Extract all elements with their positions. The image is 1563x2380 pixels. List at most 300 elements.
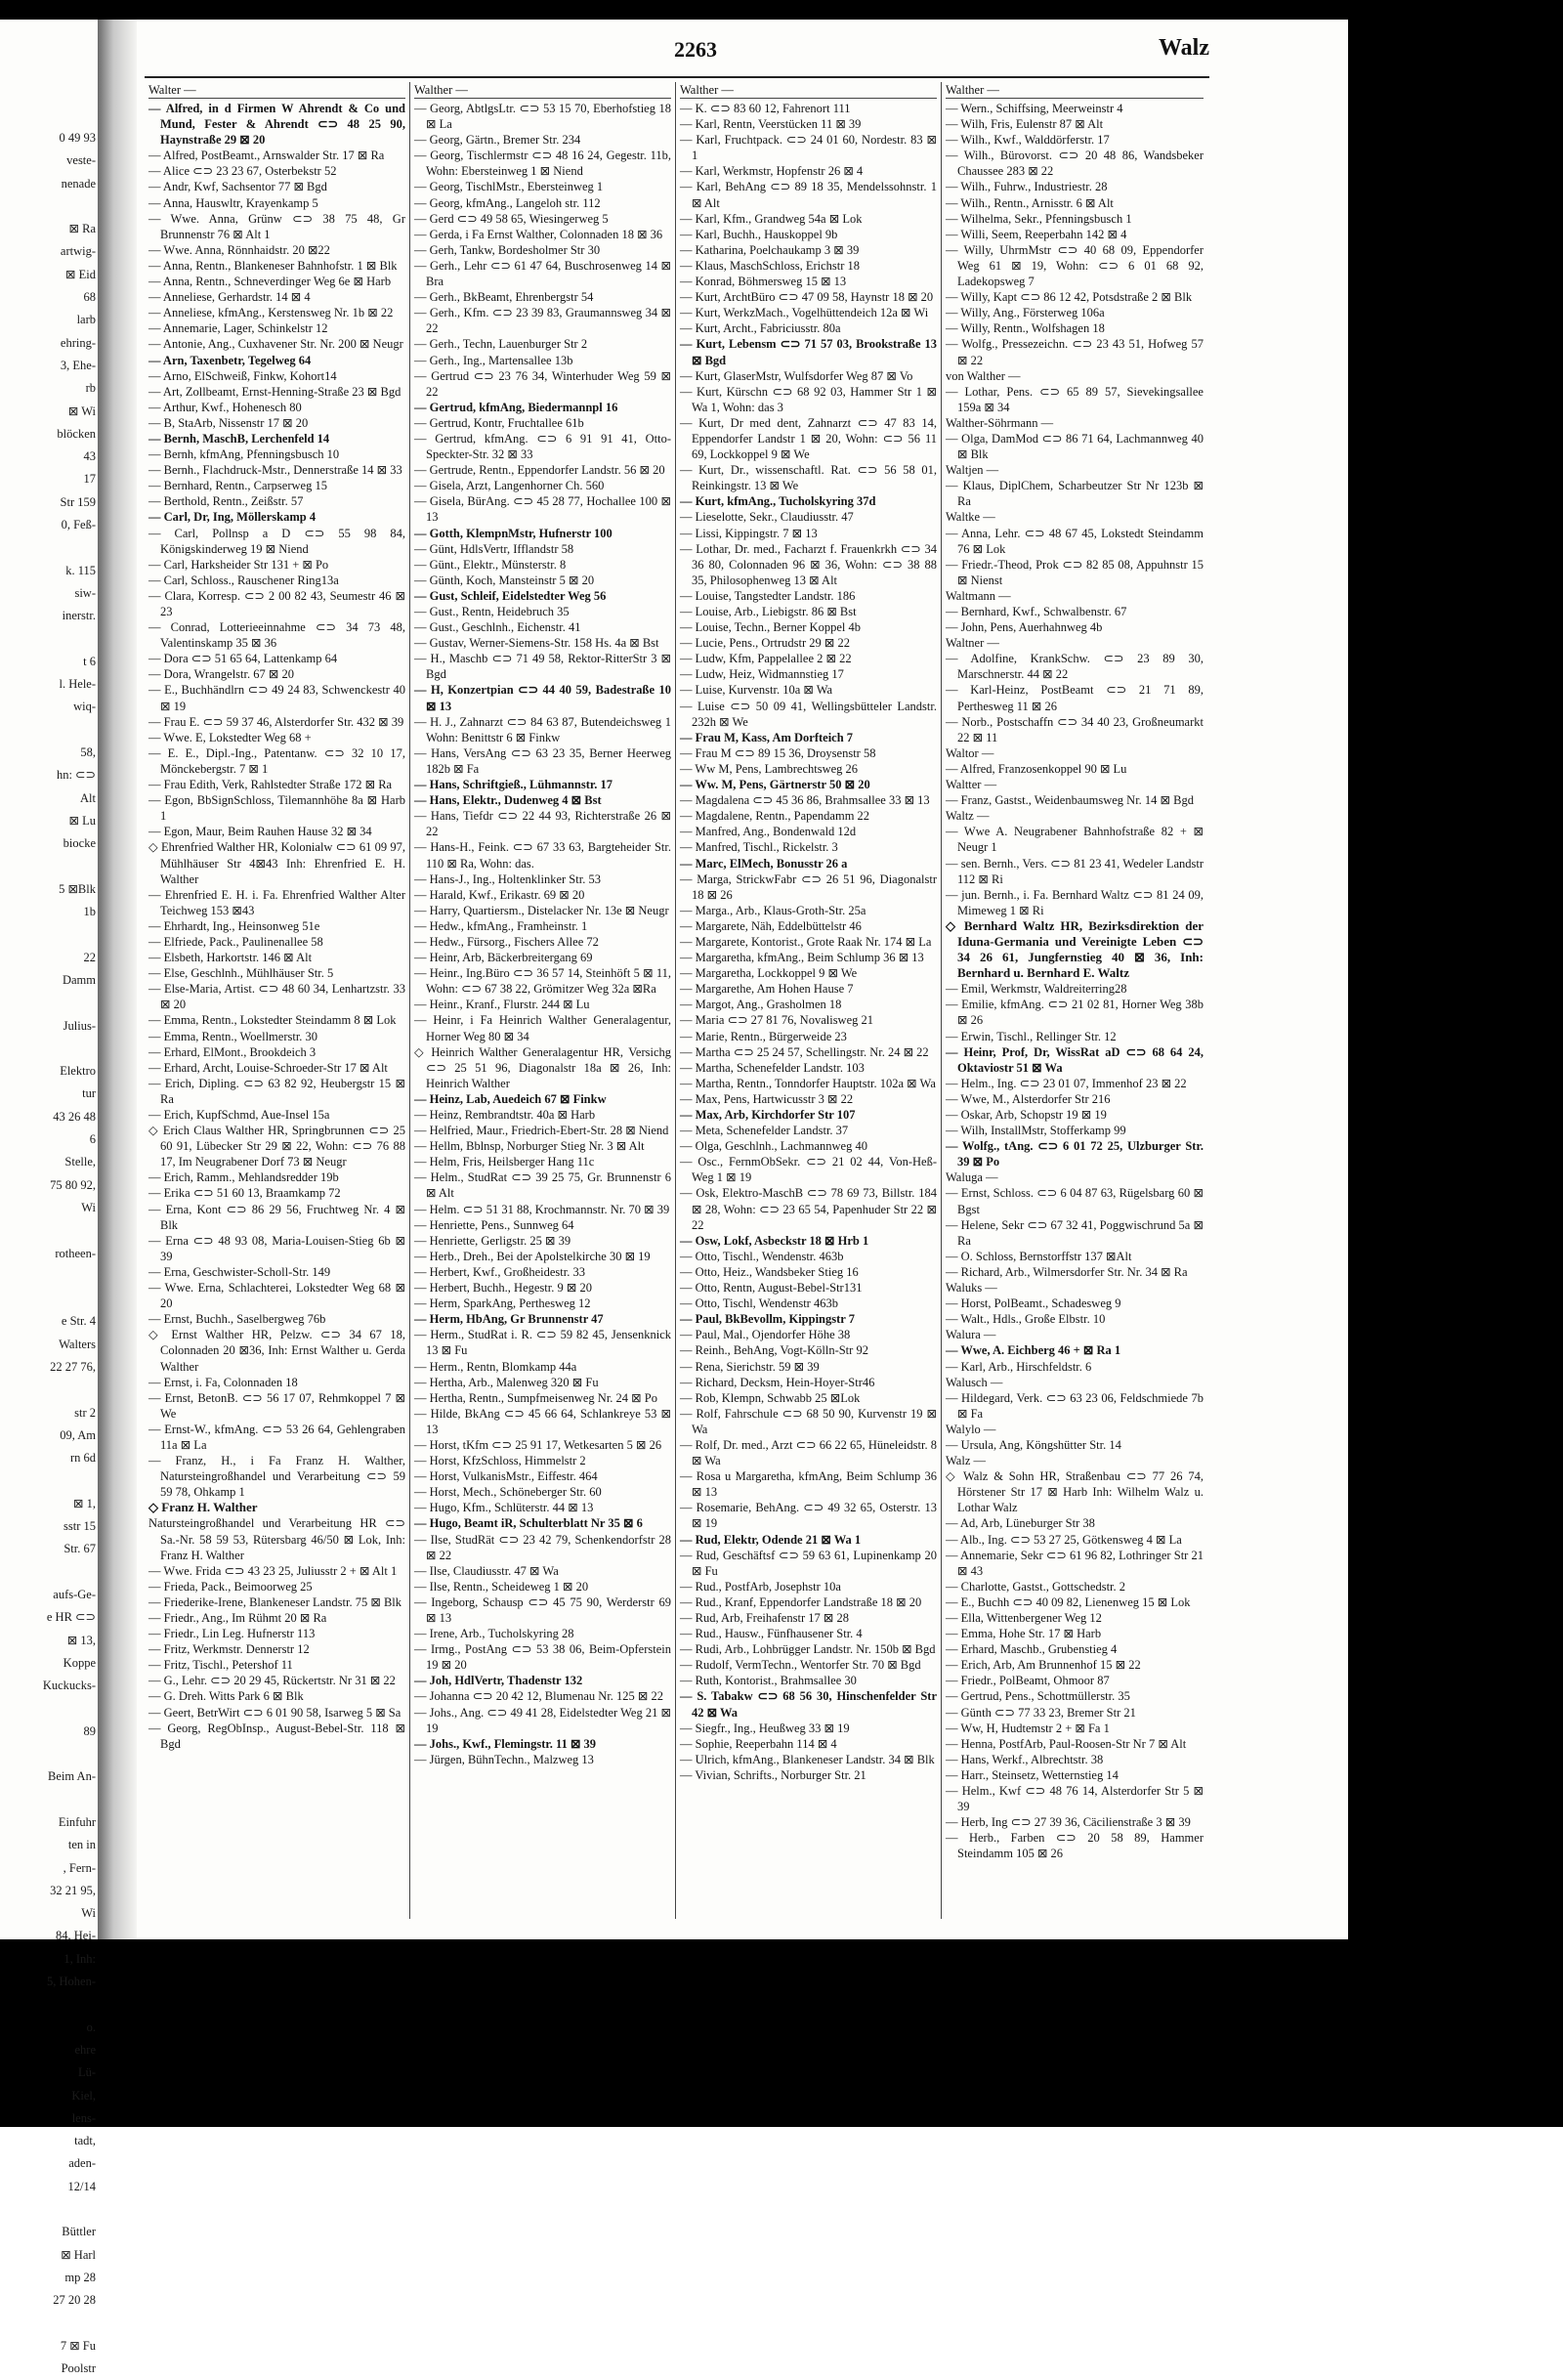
directory-entry: — Herbert, Buchh., Hegestr. 9 ⊠ 20 bbox=[414, 1281, 592, 1296]
directory-entry: — Rud., Kranf, Eppendorfer Landstraße 18 ⊠ 20 bbox=[680, 1594, 922, 1609]
prev-page-fragment: 58, bbox=[80, 745, 96, 760]
directory-entry: — Magdalena ⊂⊃ 45 36 86, Brahmsallee 33 ⊠ 13 bbox=[680, 793, 930, 808]
directory-entry: — Lothar, Dr. med., Facharzt f. Frauenkrkh ⊂⊃ 34 36 80, Colonnaden 96 ⊠ 36, Wohn: ⊂⊃ 38 88 35, Philosophenweg 13 ⊠ Alt bbox=[680, 541, 937, 587]
directory-entry: — Hellm, Bblnsp, Norburger Stieg Nr. 3 ⊠ Alt bbox=[414, 1139, 645, 1154]
directory-entry: — Fritz, Tischl., Petershof 11 bbox=[148, 1658, 293, 1673]
prev-page-fragment: ⊠ Ra bbox=[68, 222, 96, 236]
directory-entry: von Walther — bbox=[946, 368, 1021, 383]
directory-entry: — Arno, ElSchweiß, Finkw, Kohort14 bbox=[148, 368, 337, 383]
directory-entry: — Lucie, Pens., Ortrudstr 29 ⊠ 22 bbox=[680, 636, 850, 651]
directory-entry: Waltmann — bbox=[946, 588, 1011, 603]
scan-border-right bbox=[1348, 0, 1563, 2127]
directory-column bbox=[676, 82, 942, 1919]
directory-entry: — E., Buchhändlrn ⊂⊃ 49 24 83, Schwenckestr 40 ⊠ 19 bbox=[148, 683, 405, 713]
directory-column bbox=[410, 82, 676, 1919]
directory-entry: — Art, Zollbeamt, Ernst-Henning-Straße 23 ⊠ Bgd bbox=[148, 384, 401, 399]
directory-entry: — Harald, Kwf., Erikastr. 69 ⊠ 20 bbox=[414, 887, 585, 902]
prev-page-fragment: Wi bbox=[81, 1906, 96, 1921]
directory-entry: — Rud., Hausw., Fünfhausener Str. 4 bbox=[680, 1627, 863, 1641]
directory-entry: — Frau M, Kass, Am Dorfteich 7 bbox=[680, 730, 854, 744]
directory-entry: — Olga, DamMod ⊂⊃ 86 71 64, Lachmannweg 40 ⊠ Blk bbox=[946, 431, 1204, 462]
directory-entry: — Anneliese, Gerhardstr. 14 ⊠ 4 bbox=[148, 290, 311, 305]
prev-page-fragment: Beim An- bbox=[48, 1769, 96, 1784]
prev-page-fragment: e HR ⊂⊃ bbox=[46, 1610, 96, 1625]
directory-entry: — Reinh., BehAng, Vogt-Kölln-Str 92 bbox=[680, 1343, 868, 1358]
prev-page-fragment: Einfuhr bbox=[58, 1814, 96, 1829]
directory-entry: — Bernhard, Rentn., Carpserweg 15 bbox=[148, 479, 327, 493]
prev-page-fragment: ⊠ Lu bbox=[68, 813, 96, 828]
directory-entry: — Emilie, kfmAng. ⊂⊃ 21 02 81, Horner Weg 38b ⊠ 26 bbox=[946, 998, 1204, 1028]
directory-entry: — Emma, Rentn., Lokstedter Steindamm 8 ⊠ Lok bbox=[148, 1013, 397, 1028]
directory-entry: — Elsbeth, Harkortstr. 146 ⊠ Alt bbox=[148, 951, 313, 965]
prev-page-fragment: 0 49 93 bbox=[59, 131, 96, 145]
directory-entry: — Frau M ⊂⊃ 89 15 36, Droysenstr 58 bbox=[680, 745, 876, 760]
directory-entry: — Carl, Dr, Ing, Möllerskamp 4 bbox=[148, 510, 317, 525]
prev-page-fragment bbox=[0, 628, 98, 651]
directory-entry: — Anna, Rentn., Schneverdinger Weg 6e ⊠ Harb bbox=[148, 275, 392, 289]
prev-page-fragment: ⊠ 1, bbox=[73, 1496, 96, 1510]
directory-entry: — Margarete, Kontorist., Grote Raak Nr. 174 ⊠ La bbox=[680, 934, 932, 949]
directory-entry: — Sophie, Reeperbahn 114 ⊠ 4 bbox=[680, 1736, 837, 1751]
directory-column bbox=[145, 82, 410, 1919]
directory-entry: — sen. Bernh., Vers. ⊂⊃ 81 23 41, Wedeler Landstr 112 ⊠ Ri bbox=[946, 856, 1204, 886]
directory-entry: — Gertrud, kfmAng. ⊂⊃ 6 91 91 41, Otto-Speckter-Str. 32 ⊠ 33 bbox=[414, 431, 671, 462]
directory-entry: — Norb., Postschaffn ⊂⊃ 34 40 23, Großneumarkt 22 ⊠ 11 bbox=[946, 714, 1204, 744]
prev-page-fragment: wiq- bbox=[73, 700, 96, 714]
directory-entry: — Annemarie, Sekr ⊂⊃ 61 96 82, Lothringer Str 21 ⊠ 43 bbox=[946, 1548, 1204, 1578]
directory-entry: — Erika ⊂⊃ 51 60 13, Braamkamp 72 bbox=[148, 1186, 341, 1201]
directory-entry: — Paul, BkBevollm, Kippingstr 7 bbox=[680, 1312, 855, 1327]
directory-entry: — Rolf, Fahrschule ⊂⊃ 68 50 90, Kurvenstr 19 ⊠ Wa bbox=[680, 1406, 937, 1436]
directory-entry: — Wwe, M., Alsterdorfer Str 216 bbox=[946, 1091, 1111, 1106]
prev-page-fragment: 1b bbox=[83, 905, 96, 919]
directory-entry: — Ww M, Pens, Lambrechtsweg 26 bbox=[680, 761, 859, 776]
directory-entry: — Emma, Hohe Str. 17 ⊠ Harb bbox=[946, 1627, 1102, 1641]
directory-entry: — Karl, Rentn, Veerstücken 11 ⊠ 39 bbox=[680, 117, 862, 132]
prev-page-fragment: o. bbox=[86, 2019, 96, 2034]
prev-page-fragment: larb bbox=[76, 313, 96, 327]
prev-page-fragment: siw- bbox=[74, 585, 96, 600]
directory-entry: — Anna, Hauswltr, Krayenkamp 5 bbox=[148, 195, 318, 210]
directory-entry: — Egon, BbSignSchloss, Tilemannhöhe 8a ⊠ Harb 1 bbox=[148, 793, 405, 824]
directory-entry: — Gertrud, kfmAng, Biedermannpl 16 bbox=[414, 400, 618, 414]
directory-entry: — Else, Geschlnh., Mühlhäuser Str. 5 bbox=[148, 966, 334, 981]
firm-entry: ◇ Franz H. Walther bbox=[148, 1500, 258, 1515]
directory-entry: — Erna, Geschwister-Scholl-Str. 149 bbox=[148, 1264, 331, 1279]
directory-entry: — Wilh., Kwf., Walddörferstr. 17 bbox=[946, 133, 1110, 148]
directory-entry: Waltner — bbox=[946, 636, 999, 651]
prev-page-fragment bbox=[0, 2313, 98, 2335]
directory-entry: — Anneliese, kfmAng., Kerstensweg Nr. 1b ⊠ 22 bbox=[148, 306, 394, 320]
directory-entry: — Gertrud, Kontr, Fruchtallee 61b bbox=[414, 415, 584, 430]
directory-entry: — Ilse, StudRät ⊂⊃ 23 42 79, Schenkendorfstr 28 ⊠ 22 bbox=[414, 1532, 671, 1562]
directory-entry: — Ulrich, kfmAng., Blankeneser Landstr. 34 ⊠ Blk bbox=[680, 1752, 935, 1766]
directory-entry: — Hans, Tiefdr ⊂⊃ 22 44 93, Richterstraße 26 ⊠ 22 bbox=[414, 809, 671, 839]
directory-entry: — Gertrud, Pens., Schottmüllerstr. 35 bbox=[946, 1689, 1130, 1704]
directory-entry: — E. E., Dipl.-Ing., Patentanw. ⊂⊃ 32 10 17, Mönckebergstr. 7 ⊠ 1 bbox=[148, 745, 405, 776]
directory-entry: — Erich, KupfSchmd, Aue-Insel 15a bbox=[148, 1108, 330, 1122]
directory-entry: — Erwin, Tischl., Rellinger Str. 12 bbox=[946, 1029, 1117, 1043]
prev-page-fragment: aufs-Ge- bbox=[53, 1588, 96, 1601]
directory-entry: — Olga, Geschlnh., Lachmannweg 40 bbox=[680, 1139, 867, 1154]
directory-entry: — Manfred, Tischl., Rickelstr. 3 bbox=[680, 840, 838, 855]
directory-entry: — Otto, Tischl., Wendenstr. 463b bbox=[680, 1249, 844, 1263]
prev-page-fragment bbox=[0, 2198, 98, 2221]
directory-entry: — K. ⊂⊃ 83 60 12, Fahrenort 111 bbox=[680, 102, 851, 115]
prev-page-fragment: 5, Hohen- bbox=[47, 1975, 96, 1989]
directory-entry: — Heinr, Arb, Bäckerbreitergang 69 bbox=[414, 951, 593, 965]
prev-page-fragment: blöcken bbox=[57, 426, 96, 441]
directory-entry: — Dora, Wrangelstr. 67 ⊠ 20 bbox=[148, 667, 294, 682]
directory-entry: — Rud, Geschäftsf ⊂⊃ 59 63 61, Lupinenkamp 20 ⊠ Fu bbox=[680, 1548, 937, 1578]
directory-entry: — Gustav, Werner-Siemens-Str. 158 Hs. 4a ⊠ Bst bbox=[414, 636, 659, 651]
prev-page-fragment: inerstr. bbox=[62, 609, 96, 623]
directory-entry: — Siegfr., Ing., Heußweg 33 ⊠ 19 bbox=[680, 1721, 850, 1735]
directory-entry: — Ww. M, Pens, Gärtnerstr 50 ⊠ 20 bbox=[680, 778, 870, 792]
directory-entry: — Konrad, Böhmersweg 15 ⊠ 13 bbox=[680, 275, 847, 289]
directory-entry: — Horst, tKfm ⊂⊃ 25 91 17, Wetkesarten 5 ⊠ 26 bbox=[414, 1437, 662, 1452]
prev-page-fragment: 3, Ehe- bbox=[60, 358, 96, 372]
directory-entry: — Ad, Arb, Lüneburger Str 38 bbox=[946, 1516, 1095, 1531]
directory-entry: — Gerh, Tankw, Bordesholmer Str 30 bbox=[414, 242, 601, 257]
directory-entry: — Louise, Arb., Liebigstr. 86 ⊠ Bst bbox=[680, 605, 857, 618]
directory-entry: — Margarete, Näh, Eddelbüttelstr 46 bbox=[680, 918, 862, 933]
directory-entry: — Charlotte, Gastst., Gottschedstr. 2 bbox=[946, 1579, 1126, 1594]
directory-entry: — Herm., Rentn, Blomkamp 44a bbox=[414, 1359, 577, 1374]
directory-entry: — Martha, Rentn., Tonndorfer Hauptstr. 102a ⊠ Wa bbox=[680, 1076, 936, 1090]
directory-entry: — Willy, UhrmMstr ⊂⊃ 40 68 09, Eppendorfer Weg 61 ⊠ 19, Wohn: ⊂⊃ 6 01 68 92, Ladekopsweg 7 bbox=[946, 242, 1204, 289]
directory-entry: — Henriette, Pens., Sunnweg 64 bbox=[414, 1217, 574, 1232]
directory-entry: Walusch — bbox=[946, 1375, 1003, 1389]
prev-page-fragment: Str. 67 bbox=[63, 1542, 96, 1556]
directory-entry: — Günt., Elektr., Münsterstr. 8 bbox=[414, 557, 567, 572]
prev-page-fragment: str 2 bbox=[74, 1405, 96, 1420]
previous-page-edge bbox=[0, 127, 98, 2376]
directory-entry: — Friedr.-Theod, Prok ⊂⊃ 82 85 08, Appuhnstr 15 ⊠ Nienst bbox=[946, 557, 1204, 587]
directory-entry: — Ingeborg, Schausp ⊂⊃ 45 75 90, Werderstr 69 ⊠ 13 bbox=[414, 1594, 671, 1625]
directory-entry: — Emma, Rentn., Woellmerstr. 30 bbox=[148, 1029, 318, 1043]
directory-entry: — Ernst, i. Fa, Colonnaden 18 bbox=[148, 1375, 298, 1389]
prev-page-fragment: Kiel, bbox=[71, 2088, 96, 2103]
directory-entry: — Heinr, i Fa Heinrich Walther Generalagentur, Horner Weg 80 ⊠ 34 bbox=[414, 1013, 671, 1043]
directory-entry: — Else-Maria, Artist. ⊂⊃ 48 60 34, Lenhartzstr. 33 ⊠ 20 bbox=[148, 982, 405, 1012]
directory-entry: — Otto, Tischl, Wendenstr 463b bbox=[680, 1296, 838, 1311]
prev-page-fragment bbox=[0, 1993, 98, 2016]
prev-page-fragment bbox=[0, 1265, 98, 1288]
directory-entry: — Vivian, Schrifts., Norburger Str. 21 bbox=[680, 1767, 866, 1782]
directory-entry: — Wwe. Anna, Grünw ⊂⊃ 38 75 48, Gr Brunnenstr 76 ⊠ Alt 1 bbox=[148, 211, 405, 241]
prev-page-fragment bbox=[0, 923, 98, 946]
directory-entry: — Antonie, Ang., Cuxhavener Str. Nr. 200 ⊠ Neugr bbox=[148, 337, 403, 352]
directory-entry: — Friedr., PolBeamt, Ohmoor 87 bbox=[946, 1674, 1110, 1688]
prev-page-fragment: Elektro bbox=[60, 1064, 96, 1079]
running-head: Walz bbox=[1159, 35, 1209, 61]
directory-entry: — Johanna ⊂⊃ 20 42 12, Blumenau Nr. 125 ⊠ 22 bbox=[414, 1689, 664, 1704]
prev-page-fragment: 6 bbox=[89, 1132, 96, 1147]
directory-entry: — Jürgen, BühnTechn., Malzweg 13 bbox=[414, 1752, 594, 1766]
directory-entry: — Alb., Ing. ⊂⊃ 53 27 25, Götkensweg 4 ⊠ La bbox=[946, 1532, 1182, 1547]
prev-page-fragment: Koppe bbox=[63, 1655, 96, 1670]
directory-entry: — Wilhelma, Sekr., Pfenningsbusch 1 bbox=[946, 211, 1132, 226]
directory-entry: — Martha ⊂⊃ 25 24 57, Schellingstr. Nr. 24 ⊠ 22 bbox=[680, 1044, 929, 1059]
directory-entry: — Walt., Hdls., Große Elbstr. 10 bbox=[946, 1312, 1106, 1327]
prev-page-fragment: Büttler bbox=[62, 2225, 96, 2239]
prev-page-fragment: artwig- bbox=[60, 244, 96, 259]
prev-page-fragment: sstr 15 bbox=[63, 1519, 96, 1534]
directory-entry: — Harry, Quartiersm., Distelacker Nr. 13e ⊠ Neugr bbox=[414, 903, 669, 917]
directory-entry: — Georg, Gärtn., Bremer Str. 234 bbox=[414, 133, 581, 148]
directory-entry: — Alfred, in d Firmen W Ahrendt & Co und Mund, Fester & Ahrendt ⊂⊃ 48 25 90, Haynstraße 29 ⊠ 20 bbox=[148, 102, 405, 148]
directory-entry: — Erich, Arb, Am Brunnenhof 15 ⊠ 22 bbox=[946, 1658, 1141, 1673]
directory-entry: — Andr, Kwf, Sachsentor 77 ⊠ Bgd bbox=[148, 180, 327, 194]
firm-entry: ◇ Bernhard Waltz HR, Bezirksdirektion der Iduna-Germania und Vereinigte Leben ⊂⊃ 34 26 61, Jungfernstieg 40 ⊠ 36, Inh: Bernhard u. Bernhard E. Waltz bbox=[946, 917, 1204, 981]
directory-entry: — Marc, ElMech, Bonusstr 26 a bbox=[680, 856, 848, 871]
directory-entry: Walylo — bbox=[946, 1422, 996, 1436]
prev-page-fragment: Wi bbox=[81, 1200, 96, 1214]
directory-entry: — Wwe. E, Lokstedter Weg 68 + bbox=[148, 730, 312, 744]
directory-entry: — Wilh, Fris, Eulenstr 87 ⊠ Alt bbox=[946, 117, 1104, 132]
directory-entry: — Erhard, Archt, Louise-Schroeder-Str 17 ⊠ Alt bbox=[148, 1060, 388, 1075]
directory-entry: — Hans-H., Feink. ⊂⊃ 67 33 63, Bargteheider Str. 110 ⊠ Ra, Wohn: das. bbox=[414, 840, 671, 871]
directory-entry: — Kurt, Kürschn ⊂⊃ 68 92 03, Hammer Str 1 ⊠ Wa 1, Wohn: das 3 bbox=[680, 384, 937, 414]
directory-entry: — Ernst, BetonB. ⊂⊃ 56 17 07, Rehmkoppel 7 ⊠ We bbox=[148, 1390, 405, 1421]
directory-entry: Walz — bbox=[946, 1454, 986, 1468]
directory-entry: — Richard, Arb., Wilmersdorfer Str. Nr. 34 ⊠ Ra bbox=[946, 1264, 1188, 1279]
directory-entry: — Gerh., Kfm. ⊂⊃ 23 39 83, Graumannsweg 34 ⊠ 22 bbox=[414, 306, 671, 336]
prev-page-fragment: Poolstr bbox=[61, 2361, 96, 2376]
directory-entry: — Georg, RegObInsp., August-Bebel-Str. 118 ⊠ Bgd bbox=[148, 1721, 405, 1751]
directory-entry: — Gertrud ⊂⊃ 23 76 34, Winterhuder Weg 59 ⊠ 22 bbox=[414, 368, 671, 399]
directory-entry: — Hilde, BkAng ⊂⊃ 45 66 64, Schlankreye 53 ⊠ 13 bbox=[414, 1406, 671, 1436]
directory-entry: — Bernh, kfmAng, Pfenningsbusch 10 bbox=[148, 447, 340, 462]
directory-entry: — Adolfine, KrankSchw. ⊂⊃ 23 89 30, Marschnerstr. 44 ⊠ 22 bbox=[946, 652, 1204, 682]
directory-entry: — Meta, Schenefelder Landstr. 37 bbox=[680, 1124, 849, 1138]
directory-entry: — Emil, Werkmstr, Waldreiterring28 bbox=[946, 982, 1127, 997]
directory-entry: — Karl, Kfm., Grandweg 54a ⊠ Lok bbox=[680, 211, 863, 226]
prev-page-fragment: nenade bbox=[61, 176, 96, 191]
column-header: Walther — bbox=[414, 82, 671, 99]
directory-entry: — Henna, PostfArb, Paul-Roosen-Str Nr 7 ⊠ Alt bbox=[946, 1736, 1187, 1751]
directory-entry: Walura — bbox=[946, 1328, 996, 1342]
directory-entry: — Rob, Klempn, Schwabb 25 ⊠Lok bbox=[680, 1390, 861, 1405]
directory-entry: — Heinr, Prof, Dr, WissRat aD ⊂⊃ 68 64 24, Oktaviostr 51 ⊠ Wa bbox=[946, 1044, 1204, 1075]
directory-entry: — Bernhard, Kwf., Schwalbenstr. 67 bbox=[946, 605, 1127, 618]
prev-page-fragment: l. Hele- bbox=[59, 677, 96, 692]
directory-entry: — Arn, Taxenbetr, Tegelweg 64 bbox=[148, 353, 312, 367]
directory-entry: — Joh, HdlVertr, Thadenstr 132 bbox=[414, 1674, 583, 1688]
directory-entry: — Paul, Mal., Ojendorfer Höhe 38 bbox=[680, 1328, 851, 1342]
directory-entry: — Hans, VersAng ⊂⊃ 63 23 35, Berner Heerweg 182b ⊠ Fa bbox=[414, 745, 671, 776]
prev-page-fragment bbox=[0, 1038, 98, 1060]
directory-entry: — Margarethe, Am Hohen Hause 7 bbox=[680, 982, 854, 997]
directory-entry: — Maria ⊂⊃ 27 81 76, Novalisweg 21 bbox=[680, 1013, 874, 1028]
directory-entry: Walther-Söhrmann — bbox=[946, 415, 1054, 430]
directory-entry: Waluga — bbox=[946, 1170, 998, 1185]
directory-entry: — Wolfg., tAng. ⊂⊃ 6 01 72 25, Ulzburger Str. 39 ⊠ Po bbox=[946, 1139, 1204, 1169]
directory-entry: — Karl, Buchh., Hauskoppel 9b bbox=[680, 227, 838, 241]
directory-entry: — Willy, Kapt ⊂⊃ 86 12 42, Potsdstraße 2 ⊠ Blk bbox=[946, 290, 1193, 305]
directory-entry: — Egon, Maur, Beim Rauhen Hause 32 ⊠ 34 bbox=[148, 825, 372, 839]
directory-entry: — Rudolf, VermTechn., Wentorfer Str. 70 ⊠ Bgd bbox=[680, 1658, 921, 1673]
directory-entry: — Herm, SparkAng, Perthesweg 12 bbox=[414, 1296, 591, 1311]
directory-entry: — Hans, Schriftgieß., Lühmannstr. 17 bbox=[414, 778, 613, 792]
directory-entry: — Irene, Arb., Tucholskyring 28 bbox=[414, 1627, 574, 1641]
directory-entry: — Osc., FernmObSekr. ⊂⊃ 21 02 44, Von-Heß-Weg 1 ⊠ 19 bbox=[680, 1155, 937, 1185]
directory-entry: — Carl, Harksheider Str 131 + ⊠ Po bbox=[148, 557, 329, 572]
prev-page-fragment: 43 26 48 bbox=[53, 1109, 96, 1124]
directory-entry: — Helm., Kwf ⊂⊃ 48 76 14, Alsterdorfer Str 5 ⊠ 39 bbox=[946, 1784, 1204, 1814]
prev-page-fragment: Kuckucks- bbox=[42, 1679, 96, 1693]
directory-entry: — Herb., Dreh., Bei der Apolstelkirche 30 ⊠ 19 bbox=[414, 1249, 651, 1263]
directory-entry: — Conrad, Lotterieeinnahme ⊂⊃ 34 73 48, Valentinskamp 35 ⊠ 36 bbox=[148, 620, 405, 651]
directory-entry: — Luise, Kurvenstr. 10a ⊠ Wa bbox=[680, 683, 833, 698]
directory-entry: — Hedw., kfmAng., Framheinstr. 1 bbox=[414, 918, 588, 933]
prev-page-fragment bbox=[0, 1219, 98, 1242]
directory-entry: — Wwe. Anna, Rönnhaidstr. 20 ⊠22 bbox=[148, 242, 330, 257]
prev-page-fragment: , Fern- bbox=[63, 1860, 96, 1875]
header-rule bbox=[145, 76, 1209, 78]
prev-page-fragment: 89 bbox=[83, 1723, 96, 1738]
directory-entry: — Carl, Schloss., Rauschener Ring13a bbox=[148, 573, 339, 587]
prev-page-fragment: 1, Inh: bbox=[63, 1951, 96, 1966]
directory-entry: — Rosa u Margaretha, kfmAng, Beim Schlump 36 ⊠ 13 bbox=[680, 1469, 937, 1500]
directory-entry: — Herm., StudRat i. R. ⊂⊃ 59 82 45, Jensenknick 13 ⊠ Fu bbox=[414, 1328, 671, 1358]
directory-entry: — Erhard, ElMont., Brookdeich 3 bbox=[148, 1044, 317, 1059]
directory-entry: — Wilh., Bürovorst. ⊂⊃ 20 48 86, Wandsbeker Chaussee 283 ⊠ 22 bbox=[946, 149, 1204, 179]
directory-entry: Waltjen — bbox=[946, 463, 999, 478]
prev-page-fragment: ehre bbox=[74, 2042, 96, 2057]
directory-column bbox=[942, 82, 1207, 1919]
prev-page-fragment: mp 28 bbox=[64, 2270, 96, 2284]
directory-entry: Waltter — bbox=[946, 778, 997, 792]
directory-entry: — Louise, Techn., Berner Koppel 4b bbox=[680, 620, 861, 635]
directory-entry: — Hans, Elektr., Dudenweg 4 ⊠ Bst bbox=[414, 793, 602, 808]
directory-entry: — Bernh, MaschB, Lerchenfeld 14 bbox=[148, 431, 330, 446]
directory-entry: — Oskar, Arb, Schopstr 19 ⊠ 19 bbox=[946, 1108, 1107, 1122]
prev-page-fragment: Alt bbox=[80, 790, 96, 805]
directory-entry: — Karl, Arb., Hirschfeldstr. 6 bbox=[946, 1359, 1092, 1374]
directory-entry: — Wwe. Frida ⊂⊃ 43 23 25, Juliusstr 2 + ⊠ Alt 1 bbox=[148, 1563, 398, 1578]
directory-entry: — E., Buchh ⊂⊃ 40 09 82, Lienenweg 15 ⊠ Lok bbox=[946, 1594, 1191, 1609]
prev-page-fragment: ⊠ Wi bbox=[67, 404, 96, 418]
directory-entry: — Marga, StrickwFabr ⊂⊃ 26 51 96, Diagonalstr 18 ⊠ 26 bbox=[680, 871, 937, 902]
prev-page-fragment: 68 bbox=[83, 290, 96, 305]
directory-entry: — Ehrenfried E. H. i. Fa. Ehrenfried Walther Alter Teichweg 153 ⊠43 bbox=[148, 887, 405, 917]
prev-page-fragment: 0, Feß- bbox=[61, 518, 96, 532]
directory-entry: — Helm., StudRat ⊂⊃ 39 25 75, Gr. Brunnenstr 6 ⊠ Alt bbox=[414, 1170, 671, 1201]
directory-entry: ◇ Heinrich Walther Generalagentur HR, Versichg ⊂⊃ 25 51 96, Diagonalstr 18a ⊠ 26, Inh: Heinrich Walther bbox=[414, 1044, 671, 1090]
prev-page-fragment: 32 21 95, bbox=[50, 1883, 96, 1897]
directory-entry: — Arthur, Kwf., Hohenesch 80 bbox=[148, 400, 302, 414]
directory-entry: — G. Dreh. Witts Park 6 ⊠ Blk bbox=[148, 1689, 304, 1704]
prev-page-fragment: ⊠ Harl bbox=[61, 2247, 96, 2262]
directory-entry: — Annemarie, Lager, Schinkelstr 12 bbox=[148, 321, 328, 336]
directory-entry: — John, Pens, Auerhahnweg 4b bbox=[946, 620, 1103, 635]
prev-page-fragment: tur bbox=[82, 1086, 96, 1101]
directory-entry: ◇ Erich Claus Walther HR, Springbrunnen ⊂⊃ 25 60 91, Lübecker Str 29 ⊠ 22, Wohn: ⊂⊃ 76 88 17, Im Neugrabener Dorf 73 ⊠ Neugr bbox=[148, 1124, 405, 1169]
prev-page-fragment: rb bbox=[85, 381, 96, 396]
directory-entry: — Kurt, Dr med dent, Zahnarzt ⊂⊃ 47 83 14, Eppendorfer Landstr 1 ⊠ 20, Wohn: ⊂⊃ 56 11 69, Lockkoppel 9 ⊠ We bbox=[680, 415, 937, 462]
directory-entry: — Horst, PolBeamt., Schadesweg 9 bbox=[946, 1296, 1121, 1311]
prev-page-fragment: ehring- bbox=[60, 335, 96, 350]
directory-entry: — Frau E. ⊂⊃ 59 37 46, Alsterdorfer Str. 432 ⊠ 39 bbox=[148, 714, 404, 729]
directory-entry: — Georg, kfmAng., Langeloh str. 112 bbox=[414, 195, 601, 210]
directory-entry: — Osw, Lokf, Asbeckstr 18 ⊠ Hrb 1 bbox=[680, 1233, 869, 1248]
prev-page-fragment bbox=[0, 536, 98, 559]
prev-page-fragment bbox=[0, 1288, 98, 1310]
directory-entry: — Anna, Rentn., Blankeneser Bahnhofstr. 1 ⊠ Blk bbox=[148, 258, 398, 273]
page-number: 2263 bbox=[674, 37, 717, 62]
prev-page-fragment: Damm bbox=[62, 972, 96, 987]
directory-entry: Waltz — bbox=[946, 809, 990, 824]
directory-entry: — Kurt, WerkzMach., Vogelhüttendeich 12a ⊠ Wi bbox=[680, 306, 929, 320]
prev-page-fragment bbox=[0, 856, 98, 878]
directory-entry: — jun. Bernh., i. Fa. Bernhard Waltz ⊂⊃ 81 24 09, Mimeweg 1 ⊠ Ri bbox=[946, 887, 1204, 917]
directory-entry: — H. J., Zahnarzt ⊂⊃ 84 63 87, Butendeichsweg 1 Wohn: Benittstr 6 ⊠ Finkw bbox=[414, 714, 671, 744]
prev-page-fragment bbox=[0, 1789, 98, 1811]
directory-entry: — Osk, Elektro-MaschB ⊂⊃ 78 69 73, Billstr. 184 ⊠ 28, Wohn: ⊂⊃ 23 65 54, Papenhuder Str 22 ⊠ 22 bbox=[680, 1186, 937, 1232]
directory-entry: — Franz, H., i Fa Franz H. Walther, Natursteingroßhandel und Verarbeitung ⊂⊃ 59 59 78, Ohkamp 1 bbox=[148, 1454, 405, 1500]
directory-entry: — Willi, Seem, Reeperbahn 142 ⊠ 4 bbox=[946, 227, 1127, 241]
directory-entry: — Alice ⊂⊃ 23 23 67, Osterbekstr 52 bbox=[148, 164, 337, 179]
directory-entry: — Gertrude, Rentn., Eppendorfer Landstr. 56 ⊠ 20 bbox=[414, 463, 665, 478]
directory-entry: — Johs., Kwf., Flemingstr. 11 ⊠ 39 bbox=[414, 1736, 597, 1751]
prev-page-fragment: rn 6d bbox=[69, 1451, 96, 1466]
directory-entry: — Günth, Koch, Mansteinstr 5 ⊠ 20 bbox=[414, 573, 595, 587]
prev-page-fragment: Stelle, bbox=[64, 1155, 96, 1169]
directory-entry: — Frau Edith, Verk, Rahlstedter Straße 172 ⊠ Ra bbox=[148, 778, 393, 792]
directory-entry: — Hildegard, Verk. ⊂⊃ 63 23 06, Feldschmiede 7b ⊠ Fa bbox=[946, 1390, 1204, 1421]
directory-entry: — Ludw, Heiz, Widmannstieg 17 bbox=[680, 667, 844, 682]
prev-page-fragment: 7 ⊠ Fu bbox=[60, 2338, 96, 2353]
directory-entry: — Geert, BetrWirt ⊂⊃ 6 01 90 58, Isarweg 5 ⊠ Sa bbox=[148, 1705, 401, 1720]
directory-entry: — Gotth, KlempnMstr, Hufnerstr 100 bbox=[414, 526, 613, 540]
scan-border-bottom bbox=[0, 1939, 1563, 2127]
prev-page-fragment: Walters bbox=[59, 1337, 96, 1351]
directory-entry: — Gisela, BürAng. ⊂⊃ 45 28 77, Hochallee 100 ⊠ 13 bbox=[414, 494, 671, 525]
directory-entry: — Ilse, Rentn., Scheideweg 1 ⊠ 20 bbox=[414, 1579, 589, 1594]
column-header: Walter — bbox=[148, 82, 405, 99]
prev-page-fragment: biocke bbox=[63, 836, 96, 851]
directory-entry: — Luise ⊂⊃ 50 09 41, Wellingsbütteler Landstr. 232h ⊠ We bbox=[680, 699, 937, 729]
directory-entry: — Franz, Gastst., Weidenbaumsweg Nr. 14 ⊠ Bgd bbox=[946, 793, 1194, 808]
directory-entry: — Gerh., BkBeamt, Ehrenbergstr 54 bbox=[414, 290, 594, 305]
prev-page-fragment: ten in bbox=[67, 1838, 96, 1852]
directory-entry: — Horst, Mech., Schöneberger Str. 60 bbox=[414, 1485, 602, 1500]
directory-entry: Natursteingroßhandel und Verarbeitung HR ⊂⊃ Sa.-Nr. 58 59 53, Rütersbarg 46/50 ⊠ Lok, Inh: Franz H. Walther bbox=[148, 1516, 405, 1562]
directory-entry: — Magdalene, Rentn., Papendamm 22 bbox=[680, 809, 870, 824]
directory-entry: — Rudi, Arb., Lohbrügger Landstr. Nr. 150b ⊠ Bgd bbox=[680, 1642, 936, 1657]
directory-entry: — Helm., Ing. ⊂⊃ 23 01 07, Immenhof 23 ⊠ 22 bbox=[946, 1076, 1187, 1090]
directory-entry: — Hugo, Kfm., Schlüterstr. 44 ⊠ 13 bbox=[414, 1501, 594, 1515]
prev-page-fragment: tadt, bbox=[74, 2134, 96, 2148]
prev-page-fragment: aden- bbox=[68, 2156, 96, 2171]
directory-entry: — Otto, Rentn, August-Bebel-Str131 bbox=[680, 1281, 863, 1296]
directory-entry: — Gerh., Techn, Lauenburger Str 2 bbox=[414, 337, 588, 352]
directory-entry: — Henriette, Gerligstr. 25 ⊠ 39 bbox=[414, 1233, 571, 1248]
directory-entry: — Ehrhardt, Ing., Heinsonweg 51e bbox=[148, 918, 320, 933]
directory-entry: — Hans, Werkf., Albrechtstr. 38 bbox=[946, 1752, 1104, 1766]
directory-entry: — Horst, VulkanisMstr., Eiffestr. 464 bbox=[414, 1469, 598, 1484]
directory-entry: — Clara, Korresp. ⊂⊃ 2 00 82 43, Seumestr 46 ⊠ 23 bbox=[148, 588, 405, 618]
directory-entry: — Kurt, ArchtBüro ⊂⊃ 47 09 58, Haynstr 18 ⊠ 20 bbox=[680, 290, 934, 305]
directory-entry: Waltke — bbox=[946, 510, 995, 525]
directory-entry: — Manfred, Ang., Bondenwald 12d bbox=[680, 825, 857, 839]
prev-page-fragment bbox=[0, 719, 98, 742]
directory-entry: — Rud, Elektr, Odende 21 ⊠ Wa 1 bbox=[680, 1532, 862, 1547]
directory-entry: — Erna, Kont ⊂⊃ 86 29 56, Fruchtweg Nr. 4 ⊠ Blk bbox=[148, 1202, 405, 1232]
prev-page-fragment bbox=[0, 1379, 98, 1401]
